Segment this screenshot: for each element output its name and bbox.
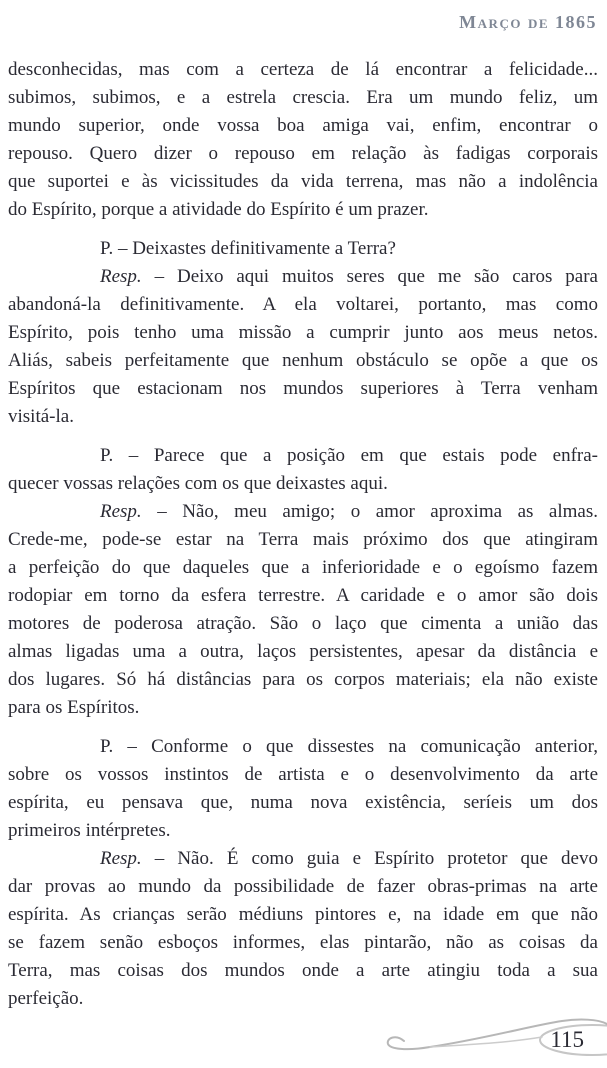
page-text — [8, 56, 598, 1013]
paragraph-response — [8, 498, 598, 722]
running-header: Março de 1865 — [459, 12, 597, 32]
response-label: Resp. — [100, 501, 142, 522]
text-line: repouso. Quero dizer o repouso em relação às fadigas corporais — [8, 143, 598, 164]
text-line: do Espírito, porque a atividade do Espírito é um prazer. — [8, 199, 429, 220]
text-line: que suportei e às vicissitudes da vida terrena, mas não a indolência — [8, 171, 598, 192]
text-line: a perfeição do que daqueles que a inferioridade e o egoísmo fazem — [8, 557, 598, 578]
text-line: motores de poderosa atração. São o laço que cimenta a união das — [8, 613, 598, 634]
paragraph-response — [8, 263, 598, 431]
text-line: P. – Conforme o que dissestes na comunicação anterior, — [100, 736, 598, 757]
paragraph-response — [8, 845, 598, 1013]
text-line: P. – Parece que a posição em que estais pode enfra- — [100, 445, 598, 466]
text-line: desconhecidas, mas com a certeza de lá encontrar a felicidade... — [8, 59, 598, 80]
response-label: Resp. — [100, 848, 142, 869]
text-line: perfeição. — [8, 988, 84, 1009]
paragraph-question — [8, 235, 598, 263]
text-line: abandoná-la definitivamente. A ela voltarei, portanto, mas como — [8, 294, 598, 315]
text-line: se fazem senão esboços informes, elas pintarão, não as coisas da — [8, 932, 598, 953]
page-footer — [382, 1010, 607, 1062]
text-line: Aliás, sabeis perfeitamente que nenhum obstáculo se opõe a que os — [8, 350, 598, 371]
page-number: 115 — [550, 1027, 584, 1052]
text-line: Resp. – Deixo aqui muitos seres que me são caros para — [100, 266, 598, 287]
text-line: rodopiar em torno da esfera terrestre. A caridade e o amor são dois — [8, 585, 598, 606]
text-line: quecer vossas relações com os que deixastes aqui. — [8, 473, 388, 494]
text-line: Espíritos que estacionam nos mundos superiores à Terra venham — [8, 378, 598, 399]
text-line: almas ligadas uma a outra, laços persistentes, apesar da distância e — [8, 641, 598, 662]
text-line: para os Espíritos. — [8, 697, 140, 718]
text-line: P. – Deixastes definitivamente a Terra? — [100, 238, 396, 259]
text-line: Resp. – Não. É como guia e Espírito protetor que devo — [100, 848, 598, 869]
paragraph-continuation — [8, 56, 598, 224]
text-line: primeiros intérpretes. — [8, 820, 171, 841]
text-line: mundo superior, onde vossa boa amiga vai, enfim, encontrar o — [8, 115, 598, 136]
paragraph-question — [8, 442, 598, 498]
text-line: espírita. As crianças serão médiuns pintores e, na idade em que não — [8, 904, 598, 925]
text-line: dos lugares. Só há distâncias para os corpos materiais; ela não existe — [8, 669, 598, 690]
text-line: espírita, eu pensava que, numa nova existência, seríeis um dos — [8, 792, 598, 813]
text-line: Terra, mas coisas dos mundos onde a arte atingiu toda a sua — [8, 960, 598, 981]
text-line: visitá-la. — [8, 406, 74, 427]
text-line: Crede-me, pode-se estar na Terra mais próximo dos que atingiram — [8, 529, 598, 550]
text-line: subimos, subimos, e a estrela crescia. Era um mundo feliz, um — [8, 87, 598, 108]
text-line: Espírito, pois tenho uma missão a cumprir junto aos meus netos. — [8, 322, 598, 343]
response-label: Resp. — [100, 266, 142, 287]
text-line: dar provas ao mundo da possibilidade de fazer obras-primas na arte — [8, 876, 598, 897]
paragraph-question — [8, 733, 598, 845]
text-line: Resp. – Não, meu amigo; o amor aproxima as almas. — [100, 501, 598, 522]
text-line: sobre os vossos instintos de artista e o desenvolvimento da arte — [8, 764, 598, 785]
